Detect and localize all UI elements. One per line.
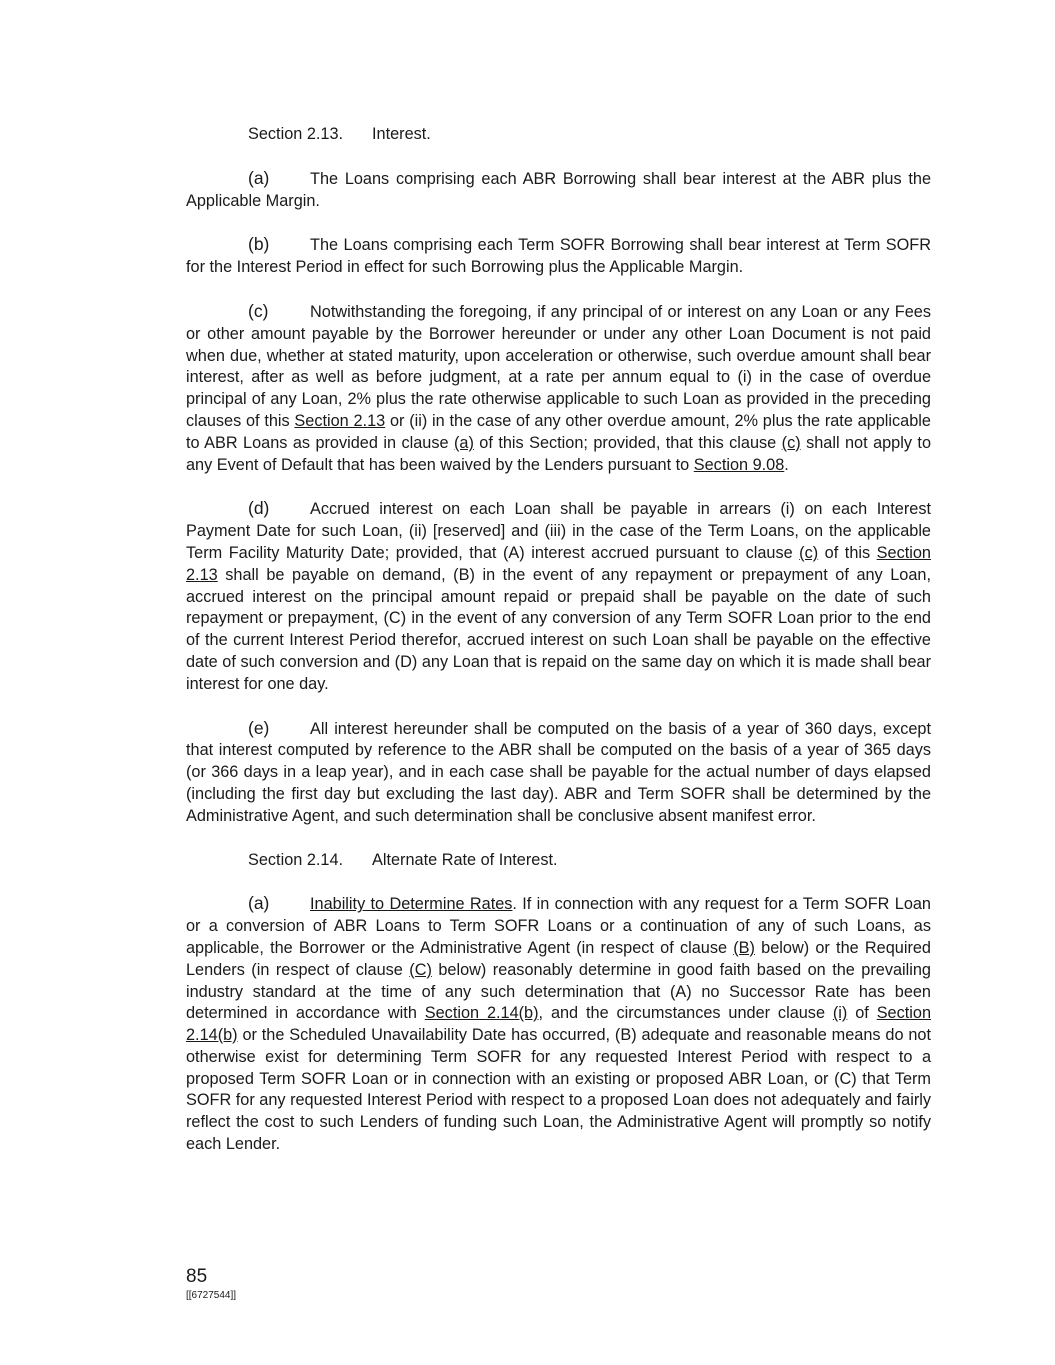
section-title: Interest. xyxy=(372,125,431,143)
clause-paragraph xyxy=(186,498,931,695)
section-heading xyxy=(248,124,931,146)
page-number: 85 xyxy=(186,1266,208,1287)
clause-paragraph xyxy=(186,718,931,828)
clause-text: of this Section; provided, that this clause xyxy=(473,433,782,452)
clause-paragraph xyxy=(186,234,931,279)
cross-reference: Section 2.14(b) xyxy=(424,1004,539,1023)
cross-reference: Inability to Determine Rates xyxy=(310,895,513,914)
clause-text: shall not apply to any Event of Default that has been waived by the Lenders pursuant to xyxy=(186,433,932,474)
cross-reference: (c) xyxy=(799,543,819,562)
clause-text: Accrued interest on each Loan shall be payable in arrears (i) on each Interest Payment Date for such Loan, (ii) [reserved] and (iii) in the case of the Term Loans, on the applicable Term Facility Maturity Date; provided, that (A) interest accrued pursuant to clause xyxy=(186,500,931,562)
cross-reference: (a) xyxy=(453,433,474,452)
clause-text: . If in connection with any request for a Term SOFR Loan or a conversion of ABR Loans to Term SOFR Loans or a continuation of any of such Loans, as applicable, the Borrower or the Administrative Agent (in respect of clause xyxy=(186,895,931,957)
section-title: Alternate Rate of Interest. xyxy=(372,850,558,869)
cross-reference: Section 9.08 xyxy=(693,455,785,474)
clause-label: (a) xyxy=(248,893,270,914)
clause-text: or the Scheduled Unavailability Date has occurred, (B) adequate and reasonable means do not otherwise exist for determining Term SOFR for any requested Interest Period with respect to a proposed Term SOFR Loan or in connection with an existing or proposed ABR Loan, or (C) that Term SOFR for any requested Interest Period with respect to a proposed Loan does not adequately and fairly reflect the cost to such Lenders of funding such Loan, the Administrative Agent will promptly so notify each Lender. xyxy=(186,1026,931,1154)
clause-text: below) or the Required Lenders (in respect of clause xyxy=(186,938,931,979)
clause-text: . xyxy=(784,455,789,474)
cross-reference: Section 2.13 xyxy=(186,543,931,584)
clause-paragraph xyxy=(186,893,931,1156)
cross-reference: (c) xyxy=(781,433,801,452)
clause-paragraph xyxy=(186,168,931,213)
cross-reference: (i) xyxy=(832,1004,848,1023)
cross-reference: Section 2.14(b) xyxy=(186,1004,931,1045)
clause-label: (c) xyxy=(248,300,269,321)
clause-label: (a) xyxy=(248,167,270,188)
clause-text: The Loans comprising each ABR Borrowing shall bear interest at the ABR plus the Applicable Margin. xyxy=(186,169,931,210)
clause-label: (d) xyxy=(248,498,270,519)
clause-label: (e) xyxy=(248,717,270,738)
clause-text: All interest hereunder shall be computed on the basis of a year of 360 days, except that interest computed by reference to the ABR shall be computed on the basis of a year of 365 days (or 366 days in a leap year), and in each case shall be payable for the actual number of days elapsed (including the first day but excluding the last day). ABR and Term SOFR shall be determined by the Administrative Agent, and such determination shall be conclusive absent manifest error. xyxy=(186,719,931,825)
page-footer xyxy=(186,1266,236,1302)
clause-paragraph xyxy=(186,301,931,476)
clause-text: shall be payable on demand, (B) in the event of any repayment or prepayment of any Loan, accrued interest on the principal amount repaid or prepaid shall be payable on the date of such repayment or prepayment, (C) in the event of any conversion of any Term SOFR Loan prior to the end of the current Interest Period therefor, accrued interest on such Loan shall be payable on the effective date of such conversion and (D) any Loan that is repaid on the same day on which it is made shall bear interest for one day. xyxy=(186,565,931,693)
cross-reference: (B) xyxy=(733,938,755,957)
clause-text: of this xyxy=(818,543,877,562)
clause-text: , and the circumstances under clause xyxy=(538,1004,833,1023)
clause-text: Notwithstanding the foregoing, if any principal of or interest on any Loan or any Fees or other amount payable by the Borrower hereunder or under any other Loan Document is not paid when due, whether at stated maturity, upon acceleration or otherwise, such overdue amount shall bear interest, after as well as before judgment, at a rate per annum equal to (i) in the case of overdue principal of any Loan, 2% plus the rate otherwise applicable to such Loan as provided in the preceding clauses of this xyxy=(186,302,931,430)
section-number: Section 2.14. xyxy=(248,850,344,869)
section-number: Section 2.13. xyxy=(248,125,344,143)
cross-reference: (C) xyxy=(409,960,432,979)
document-id: [[6727544]] xyxy=(186,1290,237,1301)
clause-label: (b) xyxy=(248,234,270,255)
section-heading xyxy=(248,850,931,872)
clause-text: below) reasonably determine in good faith based on the prevailing industry standard at the time of any such determination that (A) no Successor Rate has been determined in accordance with xyxy=(186,960,931,1023)
clause-text: of xyxy=(847,1004,877,1023)
document-page xyxy=(186,124,931,1178)
cross-reference: Section 2.13 xyxy=(294,411,386,430)
clause-text: or (ii) in the case of any other overdue amount, 2% plus the rate applicable to ABR Loans as provided in clause xyxy=(186,411,931,452)
clause-text: The Loans comprising each Term SOFR Borrowing shall bear interest at Term SOFR for the Interest Period in effect for such Borrowing plus the Applicable Margin. xyxy=(186,236,931,277)
